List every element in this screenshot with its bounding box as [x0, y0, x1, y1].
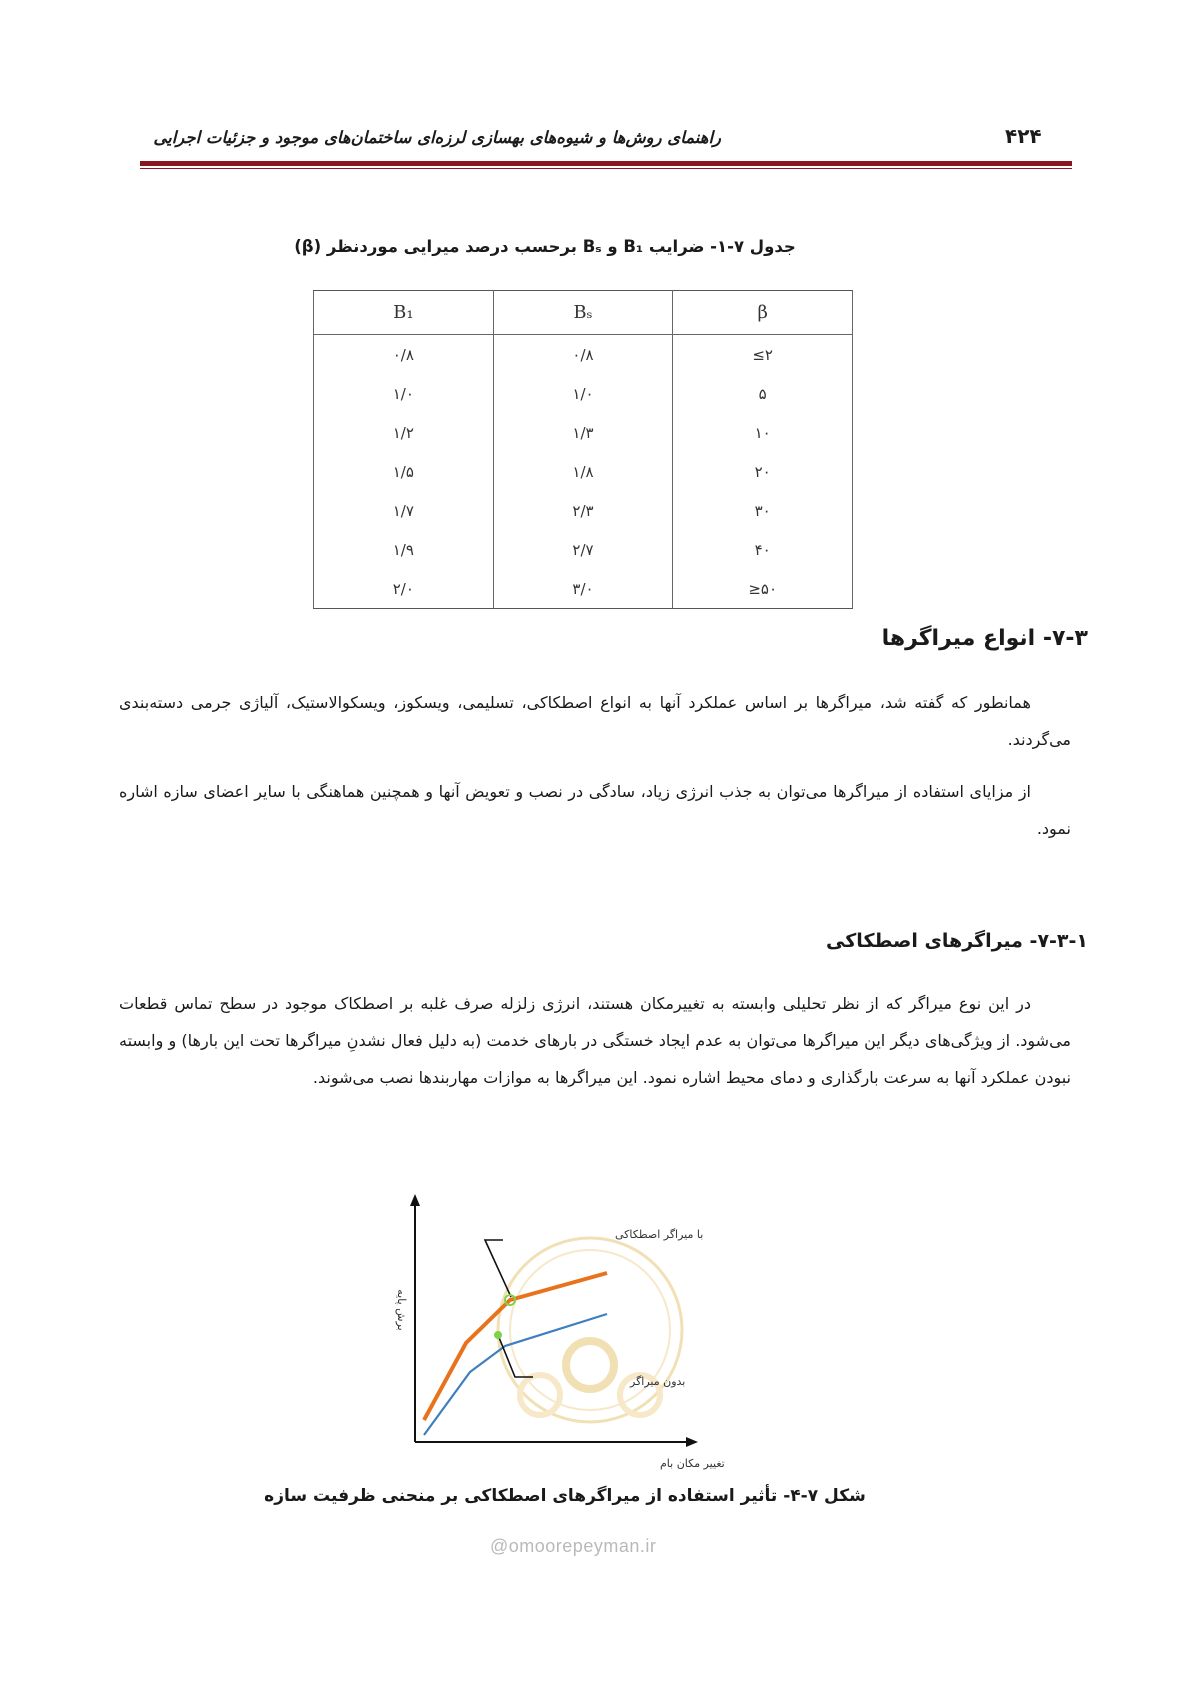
table-cell: ≤۲ — [673, 335, 853, 375]
table-cell: ۱/۸ — [493, 452, 673, 491]
x-axis-arrow-icon — [686, 1437, 698, 1447]
seal-watermark — [498, 1238, 682, 1422]
table-cell: ۳/۰ — [493, 569, 673, 609]
table-cell: ۵ — [673, 374, 853, 413]
body-paragraph: از مزایای استفاده از میراگرها می‌توان به جذب انرژی زیاد، سادگی در نصب و تعویض آنها و همچنین هماهنگی با سایر اعضای سازه اشاره نمود. — [119, 782, 1071, 838]
column-header: β — [673, 291, 853, 335]
table-cell: ۳۰ — [673, 491, 853, 530]
table-cell: ۲/۳ — [493, 491, 673, 530]
yield-point-marker-without-damper — [495, 1332, 502, 1339]
table-cell: ۱/۷ — [314, 491, 494, 530]
y-axis-label: برش پایه — [395, 1289, 408, 1331]
table-cell: ۱/۲ — [314, 413, 494, 452]
table-cell: ۱/۵ — [314, 452, 494, 491]
body-paragraph: همانطور که گفته شد، میراگرها بر اساس عملکرد آنها به انواع اصطکاکی، تسلیمی، ویسکوز، ویسکوالاستیک، آلیاژی جرمی دسته‌بندی می‌گردند. — [119, 693, 1071, 749]
figure-caption: شکل ۷-۴- تأثیر استفاده از میراگرهای اصطکاکی بر منحنی ظرفیت سازه — [264, 1486, 866, 1506]
footer-watermark: @omoorepeyman.ir — [490, 1536, 657, 1556]
x-axis-label: تغییر مکان بام — [660, 1457, 725, 1470]
damping-coefficients-table — [313, 290, 853, 609]
body-paragraph: در این نوع میراگر که از نظر تحلیلی وابسته به تغییرمکان هستند، انرژی زلزله صرف غلبه بر اصطکاک موجود در سطح تماس قطعات می‌شود. از ویژگی‌های دیگر این میراگرها می‌توان به عدم ایجاد خستگی در بارهای خدمت (به دلیل فعال نشدنِ میراگرها تحت این بارها) و وابسته نبودن عملکرد آنها به سرعت بارگذاری و دمای محیط اشاره نمود. این میراگرها به موازات مهاربندها نصب می‌شوند. — [119, 994, 1071, 1087]
table-cell: ۱/۹ — [314, 530, 494, 569]
y-axis-arrow-icon — [410, 1194, 420, 1206]
header-rule-thin — [140, 168, 1072, 169]
column-header: Bₛ — [493, 291, 673, 335]
table-cell: ۲/۰ — [314, 569, 494, 609]
label-with-damper: با میراگر اصطکاکی — [615, 1228, 704, 1241]
table-caption: جدول ۷-۱- ضرایب B₁ و Bₛ برحسب درصد میرایی موردنظر (β) — [294, 237, 796, 256]
section-heading: ۷-۳- انواع میراگرها — [881, 626, 1088, 651]
table-cell: ۱/۰ — [493, 374, 673, 413]
table-cell: ۱/۳ — [493, 413, 673, 452]
table-row — [314, 413, 853, 452]
table-row — [314, 374, 853, 413]
column-header: B₁ — [314, 291, 494, 335]
table-cell: ۲/۷ — [493, 530, 673, 569]
table-row — [314, 335, 853, 375]
table-cell: ۰/۸ — [493, 335, 673, 375]
header-rule — [140, 161, 1072, 166]
table-row — [314, 569, 853, 609]
table-row — [314, 452, 853, 491]
page-number: ۴۲۴ — [1005, 124, 1042, 148]
subsection-heading: ۷-۳-۱- میراگرهای اصطکاکی — [826, 930, 1088, 952]
label-without-damper: بدون میراگر — [630, 1375, 686, 1388]
table-cell: ۱/۰ — [314, 374, 494, 413]
table-cell: ۱۰ — [673, 413, 853, 452]
table-header-row — [314, 291, 853, 335]
table-row — [314, 530, 853, 569]
running-header-title: راهنمای روش‌ها و شیوه‌های بهسازی لرزه‌ای ساختمان‌های موجود و جزئیات اجرایی — [153, 128, 721, 147]
table-cell: ≥۵۰ — [673, 569, 853, 609]
curve-without-damper — [424, 1314, 607, 1435]
capacity-curve-figure — [390, 1180, 772, 1480]
table-cell: ۲۰ — [673, 452, 853, 491]
table-cell: ۰/۸ — [314, 335, 494, 375]
capacity-curve-diagram — [390, 1180, 772, 1480]
table-cell: ۴۰ — [673, 530, 853, 569]
table-row — [314, 491, 853, 530]
leader-line-with-damper — [485, 1240, 511, 1297]
